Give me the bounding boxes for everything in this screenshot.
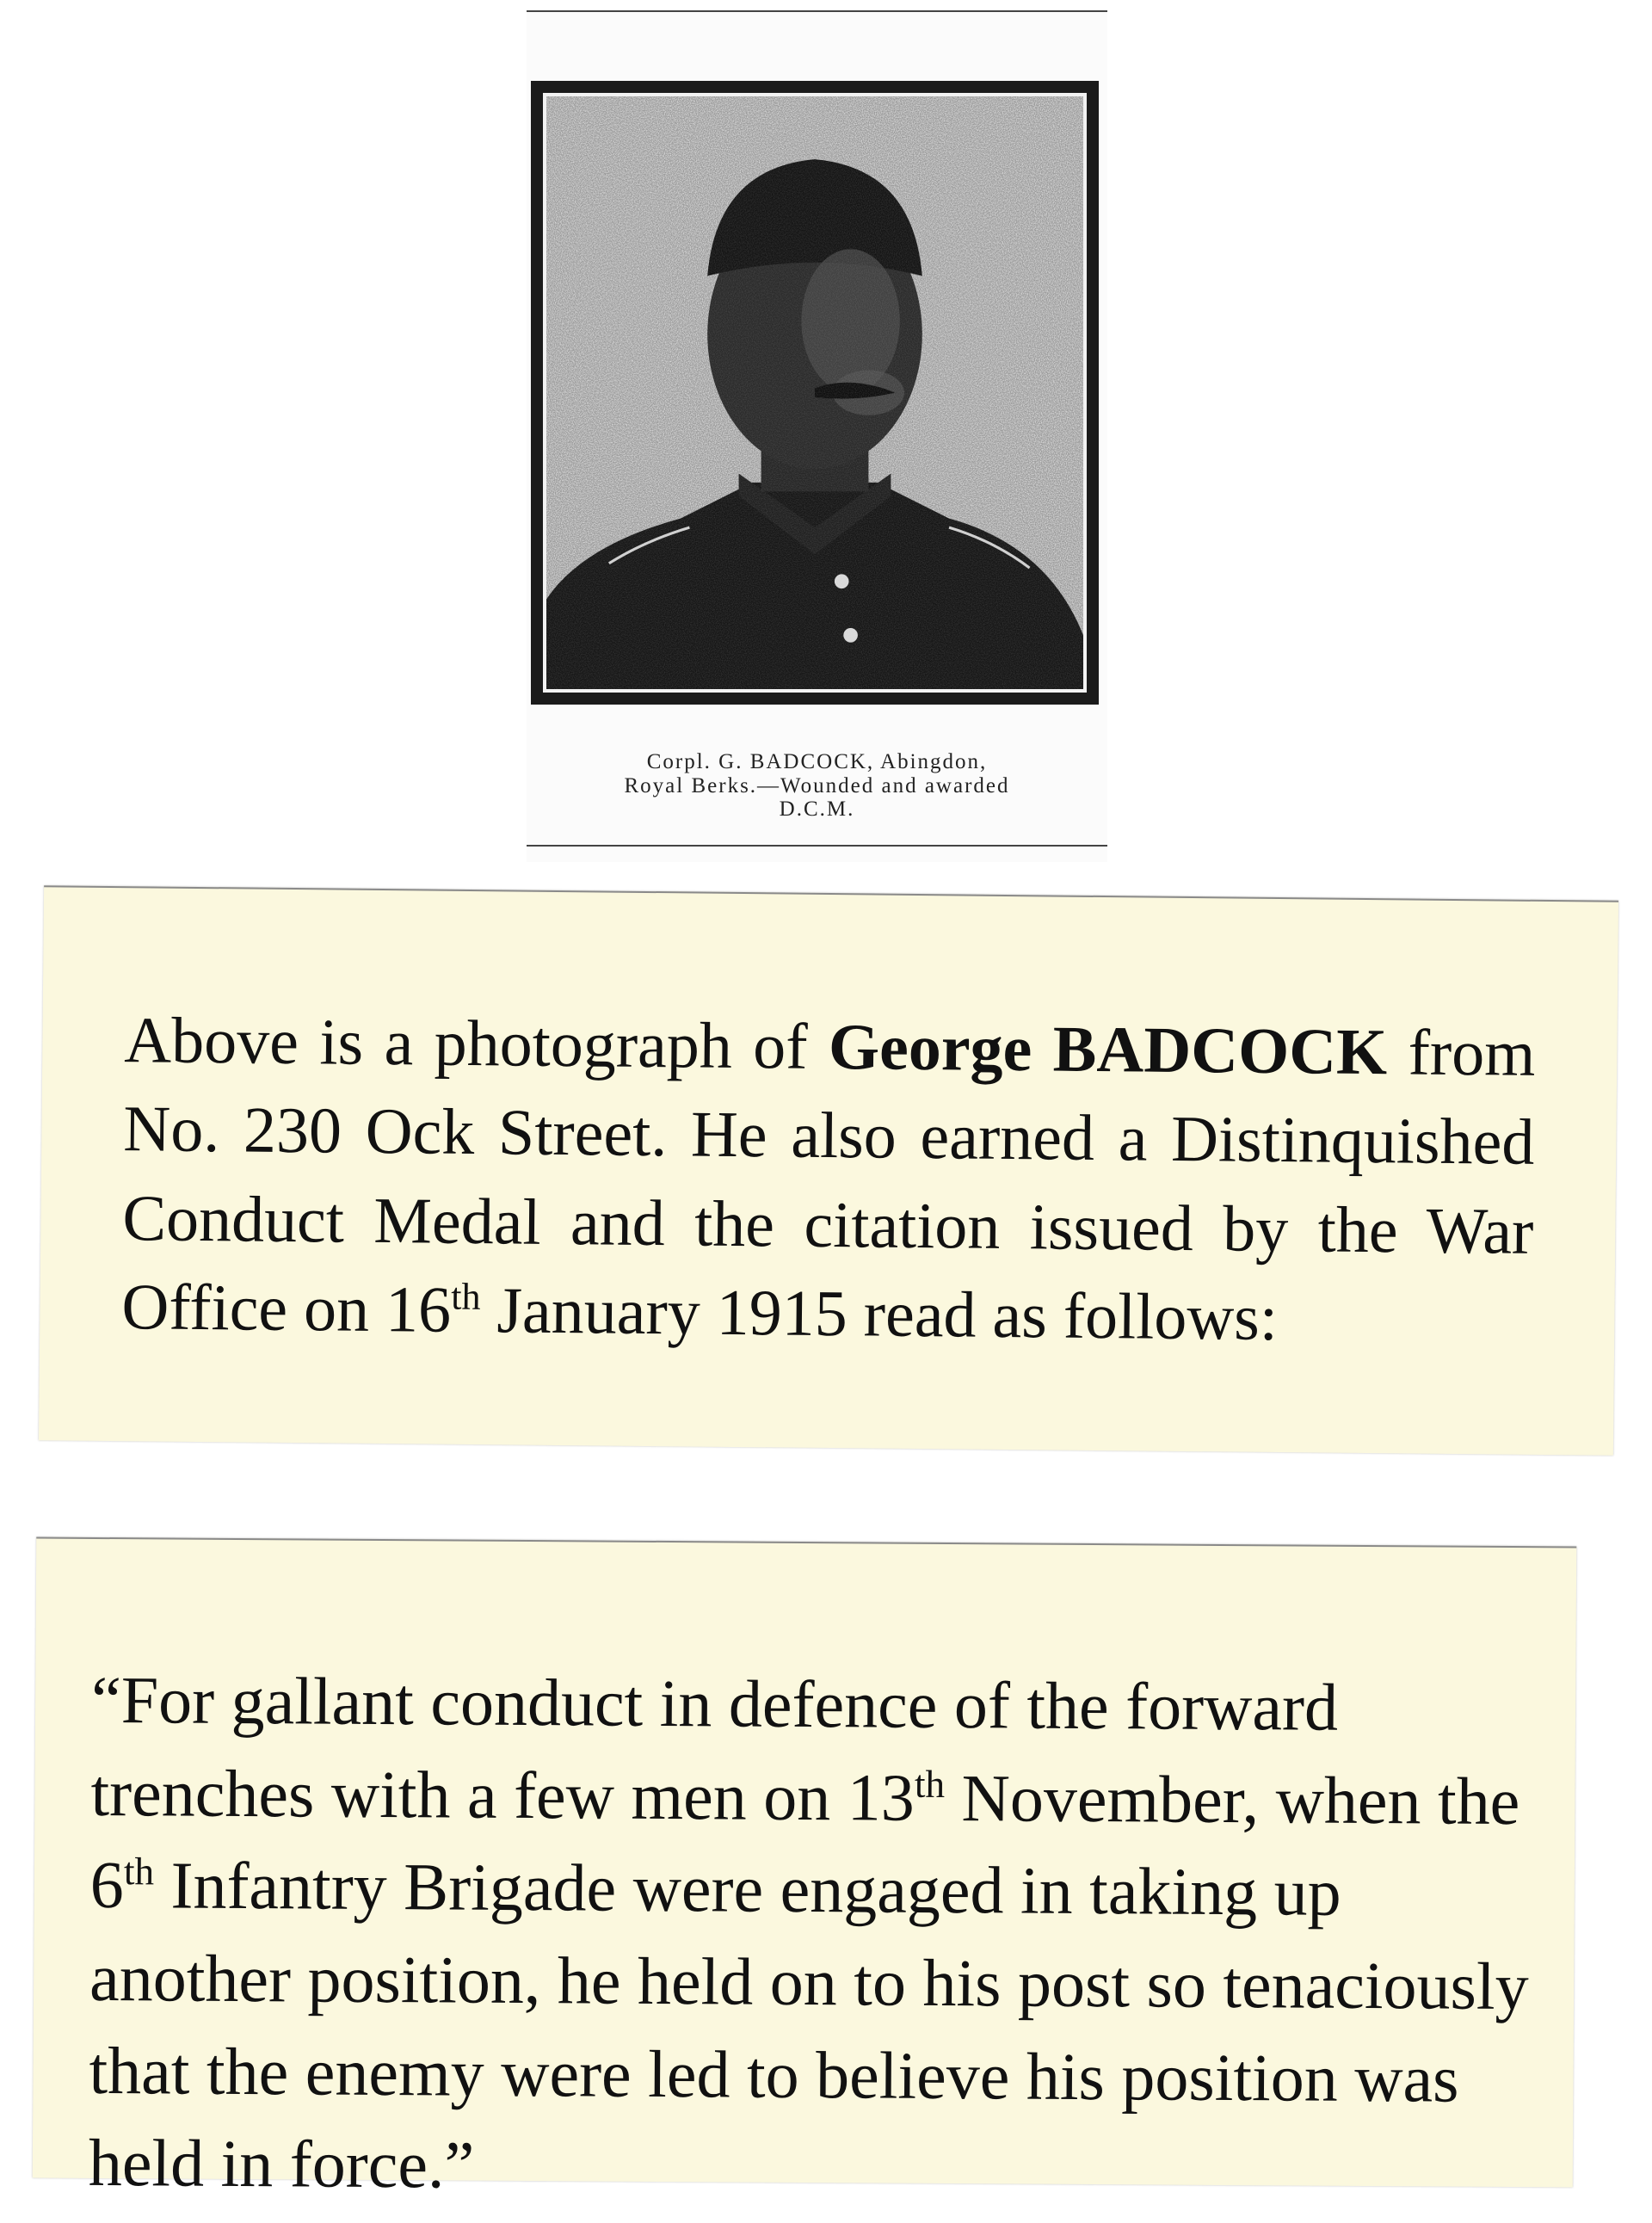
citation-ordinal-suffix-1: th: [914, 1762, 946, 1806]
soldier-portrait-icon: [543, 93, 1087, 693]
intro-text-2: from No. 230 Ock Street. He also earned a Distinquished Conduct Medal and the citation issued by the War Office on 16: [121, 1016, 1536, 1346]
citation-paragraph: [89, 1653, 1546, 2218]
intro-paper-slip: [39, 885, 1618, 1456]
portrait-photo-frame: [531, 81, 1099, 705]
citation-text-1: “For gallant conduct in defence of the forward trenches with a few men on 13: [90, 1661, 1339, 1835]
caption-line-3: D.C.M.: [779, 797, 855, 821]
citation-text-2: November, when the 6: [89, 1759, 1520, 1923]
soldier-name: George BADCOCK: [828, 1010, 1388, 1089]
caption-line-2: Royal Berks.—Wounded and awarded: [624, 773, 1010, 797]
intro-text-1: Above is a photograph of: [124, 1004, 829, 1083]
newspaper-clipping: [527, 10, 1107, 862]
intro-paragraph: [121, 996, 1536, 1365]
photo-caption: [527, 750, 1107, 822]
intro-ordinal-suffix: th: [451, 1275, 481, 1318]
clipping-top-rule: [527, 10, 1107, 12]
clipping-bottom-rule: [527, 845, 1107, 847]
citation-ordinal-suffix-2: th: [123, 1850, 155, 1894]
portrait-illustration: [546, 96, 1083, 689]
citation-text-3: Infantry Brigade were engaged in taking up another position, he held on to his post so tenaciously that the enemy were led to believe his position was held in force.”: [88, 1847, 1529, 2202]
citation-paper-slip: [33, 1537, 1577, 2202]
caption-line-1: Corpl. G. BADCOCK, Abingdon,: [646, 750, 988, 773]
intro-text-3: January 1915 read as follows:: [480, 1274, 1279, 1355]
